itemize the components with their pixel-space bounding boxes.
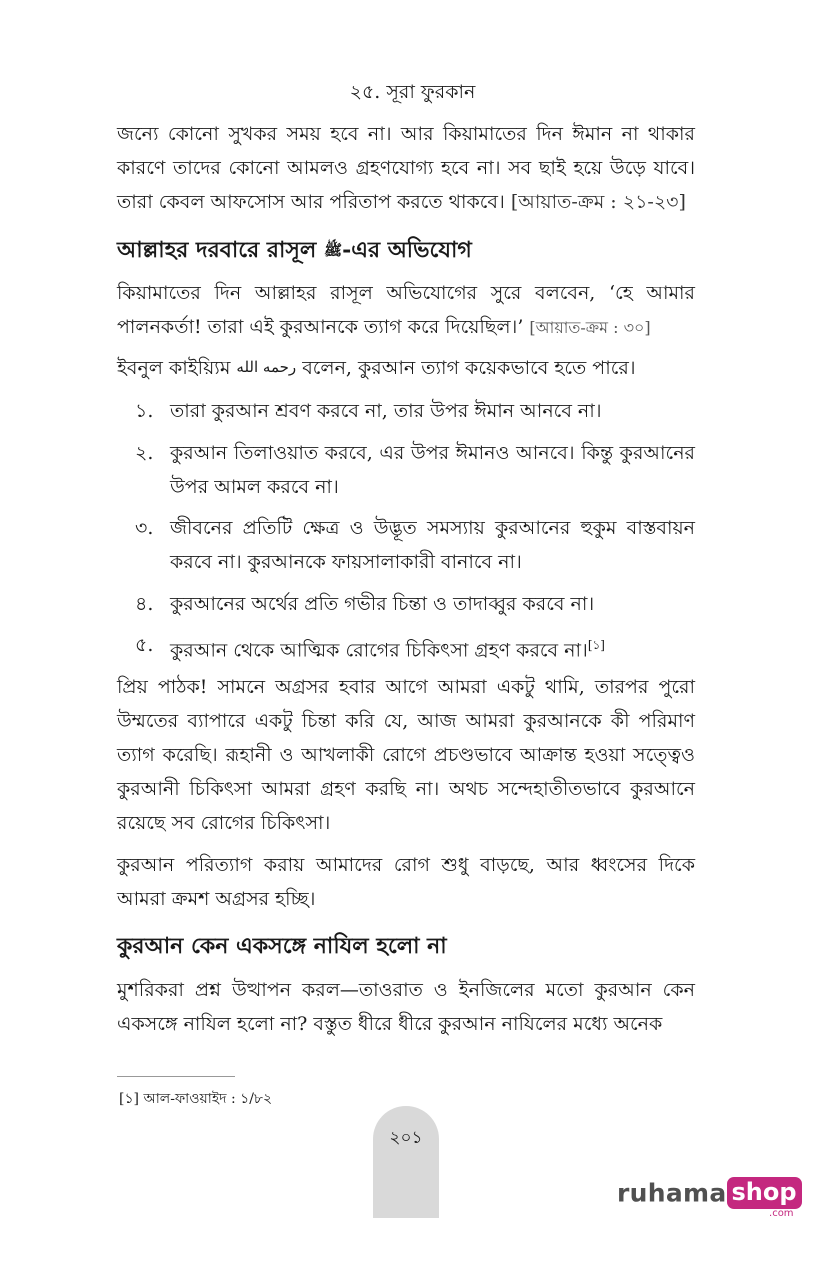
paragraph-3-before: ইবনুল কাইয়্যিম [117, 357, 231, 379]
page-number: ২০১ [389, 1128, 423, 1148]
list-number: ৫. [135, 634, 154, 656]
logo-shop: shop [727, 1177, 802, 1209]
list-item [135, 628, 695, 667]
paragraph-6: মুশরিকরা প্রশ্ন উত্থাপন করল—তাওরাত ও ইনজিলের মতো কুরআন কেন একসঙ্গে নাযিল হলো না? বস্তুত ধীরে ধীরে কুরআন নাযিলের মধ্যে অনেক [117, 979, 695, 1035]
paragraph-5: কুরআন পরিত্যাগ করায় আমাদের রোগ শুধু বাড়ছে, আর ধ্বংসের দিকে আমরা ক্রমশ অগ্রসর হচ্ছি। [117, 854, 695, 910]
heading-1-before: আল্লাহর দরবারে রাসূল [117, 237, 317, 263]
list-number: ৩. [135, 517, 154, 539]
paragraph-2-text: কিয়ামাতের দিন আল্লাহর রাসূল অভিযোগের সুরে বলবেন, ‘হে আমার পালনকর্তা! তারা এই কুরআনকে ত্যাগ করে দিয়েছিল।’ [117, 282, 695, 338]
honorific-symbol: رحمه الله [236, 358, 297, 376]
heading-1-after: -এর অভিযোগ [342, 237, 472, 263]
list-number: ১. [135, 400, 154, 422]
salawat-symbol: ﷺ [323, 241, 343, 259]
paragraph-1-text: জন্যে কোনো সুখকর সময় হবে না। আর কিয়ামাতের দিন ঈমান না থাকার কারণে তাদের কোনো আমলও গ্রহণযোগ্য হবে না। সব ছাই হয়ে উড়ে যাবে। তারা কেবল আফসোস আর পরিতাপ করতে থাকবে। [117, 123, 695, 213]
ayah-reference: [আয়াত-ক্রম : ৩০] [529, 318, 651, 337]
list-text: জীবনের প্রতিটি ক্ষেত্র ও উদ্ভূত সমস্যায় কুরআনের হুকুম বাস্তবায়ন করবে না। কুরআনকে ফায়সালাকারী বানাবে না। [170, 517, 695, 573]
footnote: [১] আল-ফাওয়াইদ : ১/৮২ [119, 1091, 273, 1107]
list-item [135, 394, 695, 428]
ruhamashop-logo [617, 1177, 802, 1217]
list-number: ৪. [135, 593, 154, 615]
list-text-content: কুরআন থেকে আত্মিক রোগের চিকিৎসা গ্রহণ করবে না। [170, 639, 588, 662]
list-item [135, 436, 695, 504]
list-text [170, 628, 695, 667]
paragraph-3-after: বলেন, কুরআন ত্যাগ কয়েকভাবে হতে পারে। [302, 357, 636, 379]
page-number-tab [373, 1106, 439, 1218]
logo-domain: .com [769, 1208, 794, 1219]
paragraph-2 [117, 276, 695, 345]
paragraph-4: প্রিয় পাঠক! সামনে অগ্রসর হবার আগে আমরা একটু থামি, তারপর পুরো উম্মতের ব্যাপারে একটু চিন্তা করি যে, আজ আমরা কুরআনকে কী পরিমাণ ত্যাগ করেছি। রূহানী ও আখলাকী রোগে প্রচণ্ডভাবে আক্রান্ত হওয়া সত্ত্বেও কুরআনী চিকিৎসা আমরা গ্রহণ করছি না। অথচ সন্দেহাতীতভাবে কুরআনে রয়েছে সব রোগের চিকিৎসা। [117, 676, 695, 834]
list-text: কুরআনের অর্থের প্রতি গভীর চিন্তা ও তাদাব্বুর করবে না। [170, 593, 595, 615]
list-item [135, 511, 695, 579]
list-text: তারা কুরআন শ্রবণ করবে না, তার উপর ঈমান আনবে না। [170, 400, 602, 422]
list-number: ২. [135, 442, 154, 464]
page-header: ২৫. সূরা ফুরকান [349, 81, 476, 103]
ayah-reference: [আয়াত-ক্রম : ২১-২৩] [510, 191, 686, 213]
paragraph-1 [117, 117, 695, 219]
list-text: কুরআন তিলাওয়াত করবে, এর উপর ঈমানও আনবে। কিন্তু কুরআনের উপর আমল করবে না। [170, 442, 695, 498]
section-heading-1 [117, 233, 472, 270]
paragraph-3 [117, 350, 695, 385]
footnote-marker: [১] [587, 638, 605, 652]
footnote-divider [117, 1076, 235, 1077]
logo-brand: ruhama [617, 1178, 727, 1208]
list-item [135, 587, 695, 621]
section-heading-2: কুরআন কেন একসঙ্গে নাযিল হলো না [117, 933, 447, 959]
